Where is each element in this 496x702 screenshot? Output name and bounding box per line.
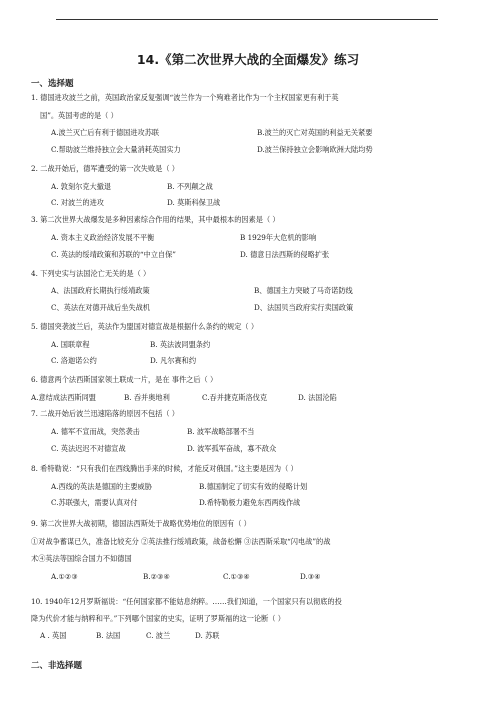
q1-stem-line2: 国”。英国考虑的是（ ） — [40, 111, 118, 120]
q9-option-a[interactable]: A.①②③ — [51, 572, 78, 581]
q9-stem-line3: 术④英法等国综合国力不如德国 — [31, 554, 132, 563]
q7-option-a[interactable]: A. 德军不宣而战，突然袭击 — [51, 427, 140, 436]
q4-option-d[interactable]: D、法国贝当政府实行卖国政策 — [254, 303, 354, 312]
q10-option-a[interactable]: A . 英国 — [40, 631, 67, 640]
q3-option-a[interactable]: A. 资本主义政治经济发展不平衡 — [51, 233, 155, 242]
q1-option-d[interactable]: D.波兰保持独立会影响欧洲大陆均势 — [257, 145, 373, 154]
q2-option-c[interactable]: C. 对波兰的进攻 — [51, 198, 104, 207]
q3-option-b[interactable]: B 1929年大危机的影响 — [240, 233, 317, 242]
q9-stem-line1: 9. 第二次世界大战初期，德国法西斯处于战略优势地位的原因有（ ） — [31, 519, 251, 528]
q8-stem: 8. 希特勒说：“只有我们在西线腾出手来的时候，才能反对俄国。”这主要是因为（ ） — [31, 464, 298, 473]
q1-option-a[interactable]: A.波兰灭亡后有利于德国进攻苏联 — [51, 128, 160, 137]
header-rule — [56, 19, 438, 20]
q4-stem: 4. 下列史实与法国沦亡无关的是（ ） — [31, 269, 151, 278]
q2-option-d[interactable]: D. 莫斯科保卫战 — [167, 198, 221, 207]
q6-option-c[interactable]: C.吞并捷克斯洛伐克 — [202, 393, 268, 402]
q10-stem-line1: 10. 1940年12月罗斯福说：“任何国家都不能姑息纳粹。……我们知道，一个国家只有以彻底的投 — [31, 597, 342, 606]
q5-stem: 5. 德国突袭波兰后，英法作为盟国对德宣战是根据什么条约的规定（ ） — [31, 322, 259, 331]
q7-stem: 7. 二战开始后波兰迅速陷落的原因不包括（ ） — [31, 409, 179, 418]
q9-option-c[interactable]: C.①③④ — [223, 572, 250, 581]
q8-option-b[interactable]: B.德国制定了切实有效的侵略计划 — [199, 482, 308, 491]
section-heading-choice: 一、选择题 — [31, 79, 74, 89]
q4-option-b[interactable]: B、德国主力突破了马奇诺防线 — [254, 286, 353, 295]
q2-stem: 2. 二战开始后，德军遭受的第一次失败是（ ） — [31, 164, 179, 173]
q5-option-a[interactable]: A. 国联章程 — [51, 340, 90, 349]
q10-option-d[interactable]: D. 苏联 — [195, 631, 220, 640]
q10-option-c[interactable]: C. 波兰 — [146, 631, 171, 640]
q8-option-a[interactable]: A.西线的英法是德国的主要威胁 — [51, 482, 152, 491]
q9-stem-line2: ①对战争蓄谋已久，准备比较充分 ②英法推行绥靖政策，战备松懈 ③法西斯采取“闪电战”的战 — [31, 537, 331, 546]
page-title: 14.《第二次世界大战的全面爆发》练习 — [136, 52, 360, 67]
q10-stem-line2: 降为代价才能与纳粹和平。”下列哪个国家的史实，证明了罗斯福的这一论断（ ） — [31, 614, 285, 623]
q8-option-c[interactable]: C.苏联强大，需要认真对付 — [51, 498, 138, 507]
q6-option-b[interactable]: B. 吞并奥地利 — [124, 393, 170, 402]
q1-option-c[interactable]: C.帮助波兰维持独立会大量消耗英国实力 — [51, 145, 181, 154]
q5-option-c[interactable]: C. 洛迦诺公约 — [51, 356, 97, 365]
q4-option-a[interactable]: A、法国政府长期执行绥靖政策 — [51, 286, 150, 295]
q7-option-c[interactable]: C. 英法迟迟不对德宣战 — [51, 444, 126, 453]
q4-option-c[interactable]: C、英法在对德开战后坐失战机 — [51, 303, 150, 312]
q7-option-b[interactable]: B. 波军战略部署不当 — [187, 427, 255, 436]
q2-option-a[interactable]: A. 敦刻尔克大撤退 — [51, 182, 112, 191]
q1-stem-line1: 1. 德国进攻波兰之前，英国政治家反复强调“波兰作为一个殉难者比作为一个主权国家更有利于英 — [31, 93, 339, 102]
q6-option-d[interactable]: D. 法国沦陷 — [298, 393, 337, 402]
q6-option-a[interactable]: A.意结成法西斯同盟 — [31, 393, 96, 402]
q5-option-b[interactable]: B. 英法波同盟条约 — [150, 340, 211, 349]
q1-option-b[interactable]: B.波兰的灭亡对英国的利益无关紧要 — [257, 128, 373, 137]
section-heading-nonchoice: 二、非选择题 — [31, 661, 83, 671]
q2-option-b[interactable]: B. 不列颠之战 — [167, 182, 213, 191]
q5-option-d[interactable]: D. 凡尔赛和约 — [150, 356, 197, 365]
q9-option-b[interactable]: B.②③④ — [143, 572, 170, 581]
q3-option-d[interactable]: D. 德意日法西斯的侵略扩张 — [240, 250, 330, 259]
q6-stem: 6. 德意两个法西斯国家领土联成一片，是在 事件之后（ ） — [31, 375, 218, 384]
q9-option-d[interactable]: D.③④ — [300, 572, 321, 581]
q3-option-c[interactable]: C. 英法的绥靖政策和苏联的“中立自保” — [51, 250, 176, 259]
q8-option-d[interactable]: D.希特勒极力避免东西两线作战 — [199, 498, 301, 507]
q7-option-d[interactable]: D. 波军孤军奋战，寡不敌众 — [187, 444, 277, 453]
q10-option-b[interactable]: B. 法国 — [96, 631, 121, 640]
q3-stem: 3. 第二次世界大战爆发是多种因素综合作用的结果，其中最根本的因素是（ ） — [31, 215, 280, 224]
